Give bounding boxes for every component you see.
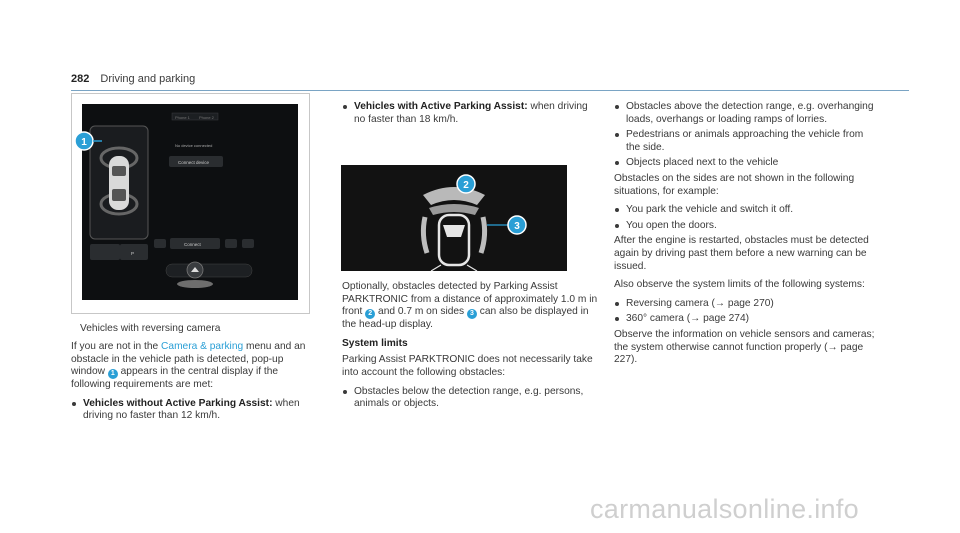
connect-device-button: Connect device (178, 160, 210, 165)
header-rule (71, 90, 909, 91)
column-1 (71, 341, 307, 426)
optional-paragraph: Optionally, obstacles detected by Parking Assist PARKTRONIC from a distance of approximately 1.0 m in front 2 and 0.7 m on sides 3 can also be displayed in the head-up display. (342, 281, 598, 331)
list-item-360-camera[interactable]: 360° camera (→ page 274) (614, 313, 876, 326)
central-display-illustration (72, 94, 309, 313)
page-number: 282 (71, 73, 90, 85)
column-3 (614, 101, 876, 373)
tab-phone2: Phone 2 (199, 115, 214, 120)
figure-caption: Vehicles with reversing camera (80, 323, 221, 334)
camera-parking-link[interactable]: Camera & parking (161, 341, 244, 352)
dock-connect-label: Connect (184, 242, 201, 247)
intro-paragraph: If you are not in the Camera & parking menu and an obstacle in the vehicle path is detected, pop-up window 1 appears in the central display if the following requirements are met: (71, 341, 306, 391)
callout-badge-1: 1 (108, 369, 118, 379)
list-item: Pedestrians or animals approaching the vehicle from the side. (614, 129, 876, 154)
callout-2: 2 (463, 180, 469, 191)
list-item: Vehicles with Active Parking Assist: when driving no faster than 18 km/h. (342, 101, 600, 126)
callout-badge-2: 2 (365, 309, 375, 319)
no-device-text: No device connected (175, 143, 213, 148)
list-item-reversing-camera[interactable]: Reversing camera (→ page 270) (614, 298, 876, 311)
sensors-paragraph: Observe the information on vehicle sensors and cameras; the system otherwise cannot function properly (→ page 227). (614, 328, 875, 366)
watermark: carmanualsonline.info (590, 494, 859, 524)
list-item: Vehicles without Active Parking Assist: when driving no faster than 12 km/h. (71, 398, 307, 423)
column-2-lower (342, 281, 600, 414)
figure-hud-parktronic (341, 165, 567, 271)
list-item: Obstacles above the detection range, e.g. overhanging loads, overhangs or loading ramps of lorries. (614, 101, 876, 126)
dock-p-label: P (131, 251, 135, 256)
column-2 (342, 101, 600, 129)
limits-paragraph: Parking Assist PARKTRONIC does not necessarily take into account the following obstacles: (342, 354, 593, 378)
list-item: Obstacles below the detection range, e.g. persons, animals or objects. (342, 386, 600, 411)
section-title: Driving and parking (100, 73, 196, 85)
page-header (71, 73, 195, 85)
figure-central-display (71, 93, 310, 314)
observe-paragraph: Also observe the system limits of the following systems: (614, 279, 865, 291)
sides-paragraph: Obstacles on the sides are not shown in the following situations, for example: (614, 172, 855, 197)
callout-1: 1 (81, 137, 87, 148)
list-item: Objects placed next to the vehicle (614, 157, 876, 170)
list-item: You park the vehicle and switch it off. (614, 204, 876, 217)
list-item: You open the doors. (614, 220, 876, 233)
hud-parktronic-illustration (341, 165, 567, 271)
restart-paragraph: After the engine is restarted, obstacles must be detected again by driving past them before a new warning can be issued. (614, 235, 869, 272)
callout-3: 3 (514, 221, 520, 232)
system-limits-heading: System limits (342, 337, 408, 349)
tab-phone1: Phone 1 (175, 115, 190, 120)
callout-badge-3: 3 (467, 309, 477, 319)
